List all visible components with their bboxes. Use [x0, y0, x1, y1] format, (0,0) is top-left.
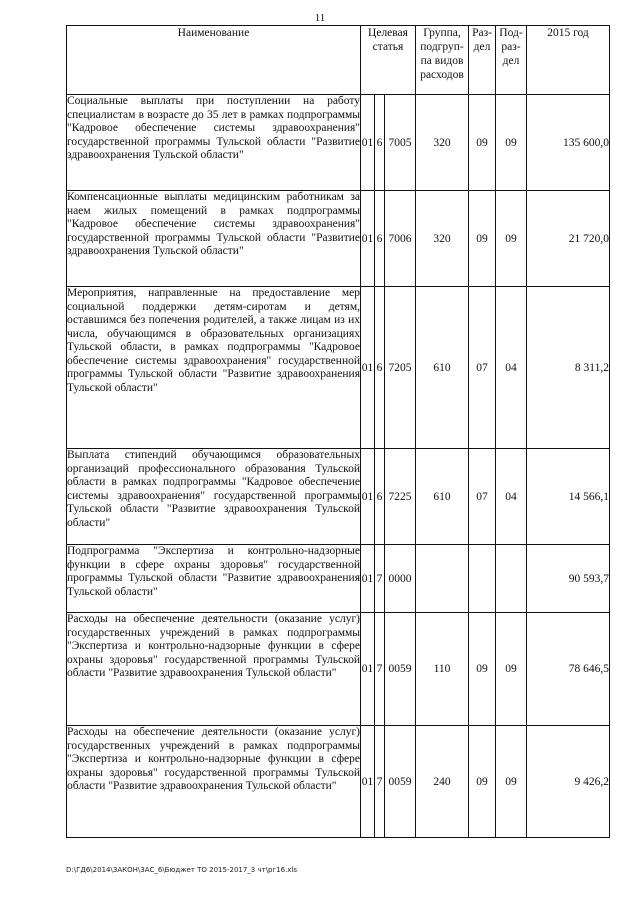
- target-code-direction: 0059: [385, 613, 416, 726]
- subsection: 04: [496, 287, 527, 449]
- header-target: Целевая статья: [361, 26, 416, 95]
- target-code-direction: 7006: [385, 191, 416, 287]
- header-section: Раз-дел: [469, 26, 496, 95]
- target-code-direction: 7225: [385, 449, 416, 545]
- target-code-program: 01: [361, 545, 375, 613]
- target-code-direction: 7005: [385, 95, 416, 191]
- target-code-program: 01: [361, 613, 375, 726]
- target-code-program: 01: [361, 287, 375, 449]
- amount-2015: 90 593,7: [527, 545, 610, 613]
- target-code-subprogram: 6: [375, 449, 385, 545]
- table-row: [67, 726, 610, 838]
- table-row: [67, 191, 610, 287]
- amount-2015: 78 646,5: [527, 613, 610, 726]
- row-name: Социальные выплаты при поступлении на работу специалистам в возрасте до 35 лет в рамках подпрограммы "Кадровое обеспечение системы здравоохранения" государственной программы Тульской области "Развитие здравоохранения Тульской области": [67, 95, 361, 191]
- target-code-subprogram: 7: [375, 613, 385, 726]
- target-code-direction: 0000: [385, 545, 416, 613]
- target-code-program: 01: [361, 191, 375, 287]
- header-group: Группа, подгруп-па видов расходов: [416, 26, 469, 95]
- subsection: 09: [496, 726, 527, 838]
- row-name: Выплата стипендий обучающимся образовательных организаций профессионального образования Тульской области в рамках подпрограммы "Кадровое обеспечение системы здравоохранения" государственной программы Тульской области "Развитие здравоохранения Тульской области": [67, 449, 361, 545]
- row-name: Мероприятия, направленные на предоставление мер социальной поддержки детям-сиротам и детям, оставшимся без попечения родителей, а также лицам из их числа, обучающимся в образовательных организациях Тульской области, в рамках подпрограммы "Кадровое обеспечение системы здравоохранения" государственной программы Тульской области "Развитие здравоохранения Тульской области": [67, 287, 361, 449]
- target-code-subprogram: 6: [375, 287, 385, 449]
- header-row: [67, 26, 610, 95]
- target-code-subprogram: 6: [375, 95, 385, 191]
- expense-group: 320: [416, 191, 469, 287]
- expense-group: 110: [416, 613, 469, 726]
- target-code-direction: 7205: [385, 287, 416, 449]
- target-code-subprogram: 7: [375, 726, 385, 838]
- amount-2015: 8 311,2: [527, 287, 610, 449]
- expense-group: 610: [416, 449, 469, 545]
- subsection: 04: [496, 449, 527, 545]
- target-code-program: 01: [361, 95, 375, 191]
- expense-group: [416, 545, 469, 613]
- expense-group: 610: [416, 287, 469, 449]
- section: 09: [469, 95, 496, 191]
- target-code-program: 01: [361, 449, 375, 545]
- target-code-subprogram: 6: [375, 191, 385, 287]
- budget-table: [66, 25, 610, 838]
- row-name: Расходы на обеспечение деятельности (оказание услуг) государственных учреждений в рамках подпрограммы "Экспертиза и контрольно-надзорные функции в сфере охраны здоровья" государственной программы Тульской области "Развитие здравоохранения Тульской области": [67, 613, 361, 726]
- expense-group: 320: [416, 95, 469, 191]
- section: 09: [469, 191, 496, 287]
- row-name: Компенсационные выплаты медицинским работникам за наем жилых помещений в рамках подпрограммы "Кадровое обеспечение системы здравоохранения" государственной программы Тульской области "Развитие здравоохранения Тульской области": [67, 191, 361, 287]
- target-code-direction: 0059: [385, 726, 416, 838]
- section: [469, 545, 496, 613]
- section: 07: [469, 287, 496, 449]
- table-row: [67, 613, 610, 726]
- section: 09: [469, 613, 496, 726]
- page-number: 11: [314, 12, 326, 24]
- section: 09: [469, 726, 496, 838]
- table-row: [67, 449, 610, 545]
- amount-2015: 9 426,2: [527, 726, 610, 838]
- target-code-subprogram: 7: [375, 545, 385, 613]
- header-subsection: Под-раз-дел: [496, 26, 527, 95]
- subsection: 09: [496, 95, 527, 191]
- target-code-program: 01: [361, 726, 375, 838]
- file-path-footer: D:\ГД6\2014\ЗАКОН\ЗАС_6\Бюджет ТО 2015-2017_3 чт\рг16.xls: [66, 866, 298, 874]
- subsection: 09: [496, 191, 527, 287]
- subsection: [496, 545, 527, 613]
- table-row: [67, 95, 610, 191]
- row-name: Подпрограмма "Экспертиза и контрольно-надзорные функции в сфере охраны здоровья" государственной программы Тульской области "Развитие здравоохранения Тульской области": [67, 545, 361, 613]
- amount-2015: 14 566,1: [527, 449, 610, 545]
- row-name: Расходы на обеспечение деятельности (оказание услуг) государственных учреждений в рамках подпрограммы "Экспертиза и контрольно-надзорные функции в сфере охраны здоровья" государственной программы Тульской области "Развитие здравоохранения Тульской области": [67, 726, 361, 838]
- amount-2015: 21 720,0: [527, 191, 610, 287]
- expense-group: 240: [416, 726, 469, 838]
- section: 07: [469, 449, 496, 545]
- table-row: [67, 545, 610, 613]
- header-year: 2015 год: [527, 26, 610, 95]
- table-row: [67, 287, 610, 449]
- amount-2015: 135 600,0: [527, 95, 610, 191]
- header-name: Наименование: [67, 26, 361, 95]
- subsection: 09: [496, 613, 527, 726]
